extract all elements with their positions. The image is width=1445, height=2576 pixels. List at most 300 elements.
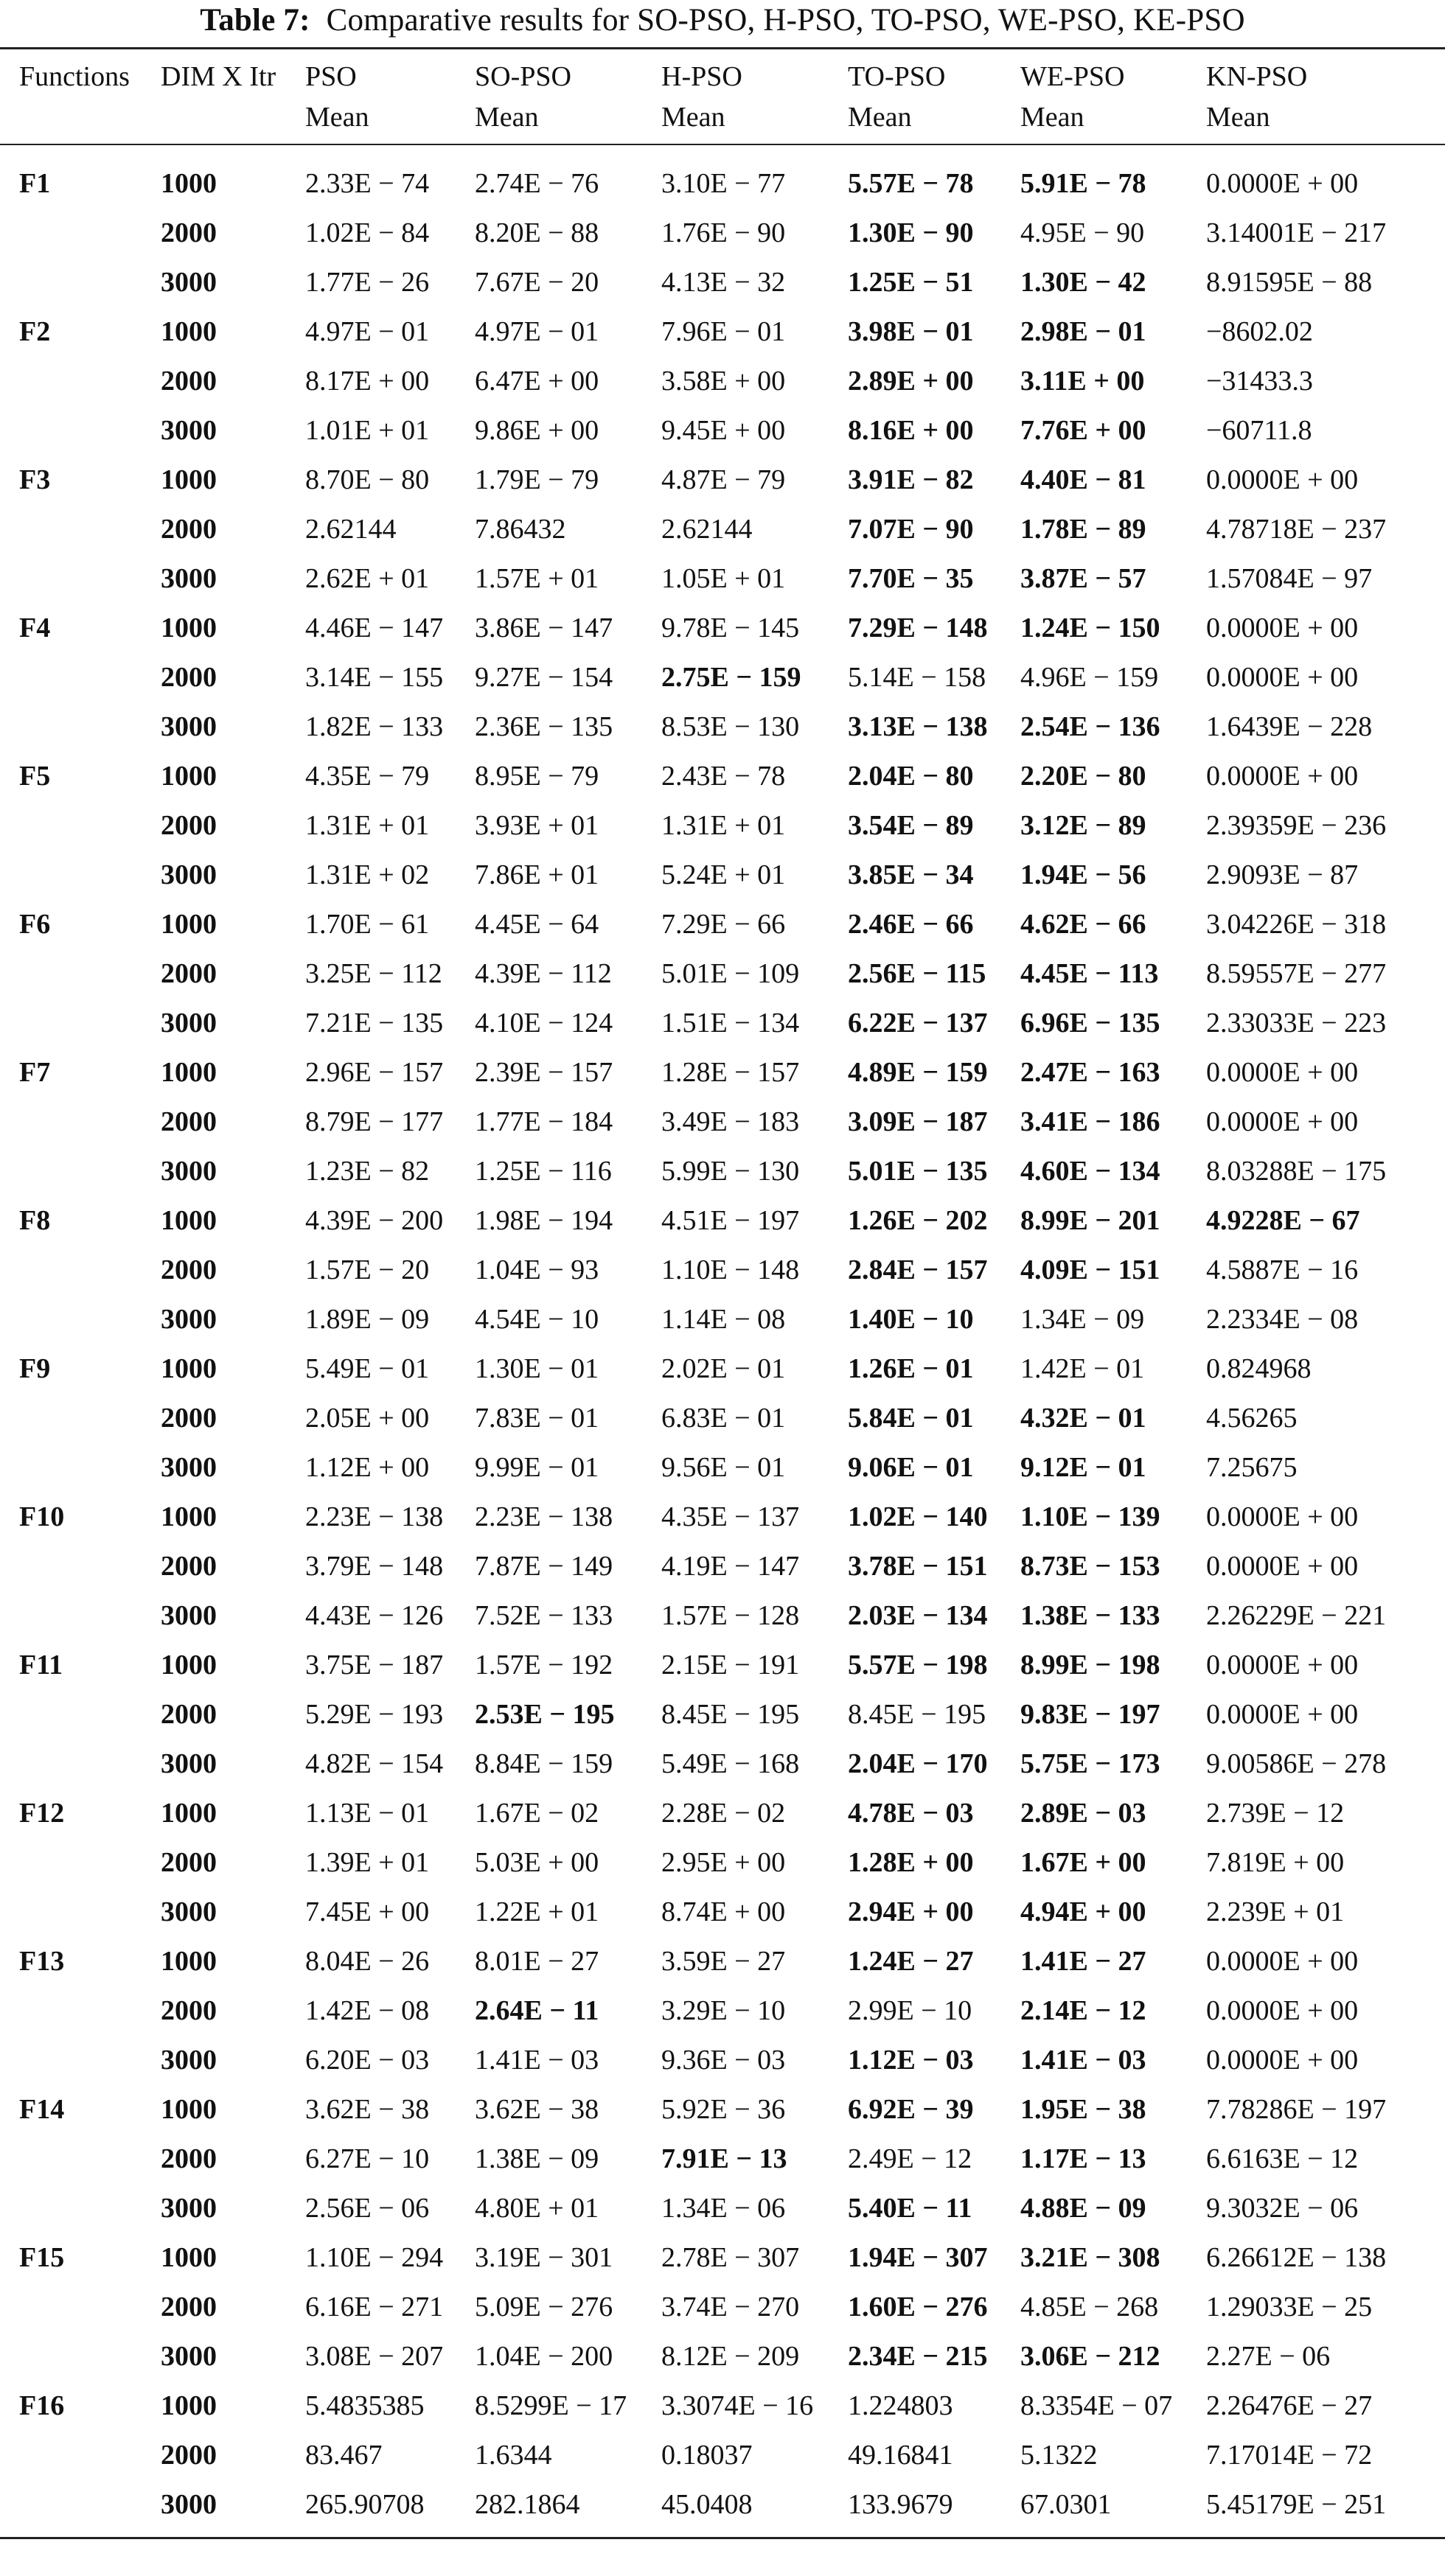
- h-pso-mean-cell: 2.28E − 02: [661, 1798, 786, 1829]
- kn-pso-mean-cell: 7.78286E − 197: [1206, 2094, 1387, 2125]
- h-pso-mean-cell: 45.0408: [661, 2489, 753, 2520]
- dim-cell: 3000: [161, 415, 217, 446]
- we-pso-mean-cell: 1.24E − 150: [1020, 612, 1160, 643]
- to-pso-mean-cell: 5.84E − 01: [848, 1403, 974, 1434]
- we-pso-mean-cell: 9.83E − 197: [1020, 1699, 1160, 1730]
- we-pso-mean-cell: 2.89E − 03: [1020, 1798, 1146, 1829]
- to-pso-mean-cell: 1.224803: [848, 2390, 953, 2421]
- we-pso-mean-cell: 3.06E − 212: [1020, 2341, 1160, 2372]
- pso-mean-cell: 1.01E + 01: [305, 415, 430, 446]
- kn-pso-mean-cell: 0.0000E + 00: [1206, 1106, 1359, 1137]
- to-pso-mean-cell: 1.26E − 01: [848, 1353, 974, 1384]
- dim-cell: 3000: [161, 1896, 217, 1927]
- dim-cell: 2000: [161, 2440, 217, 2471]
- to-pso-mean-cell: 3.91E − 82: [848, 464, 974, 495]
- dim-cell: 3000: [161, 267, 217, 298]
- to-pso-mean-cell: 49.16841: [848, 2440, 953, 2471]
- table-row: [0, 801, 1445, 851]
- header-kn-pso: KN-PSO Mean: [1206, 61, 1308, 133]
- dim-cell: 2000: [161, 2143, 217, 2174]
- function-cell: [19, 949, 161, 999]
- header-dim-itr: DIM X Itr: [161, 61, 276, 92]
- we-pso-mean-cell: 8.99E − 198: [1020, 1650, 1160, 1680]
- h-pso-mean-cell: 5.01E − 109: [661, 958, 800, 989]
- to-pso-mean-cell: 1.24E − 27: [848, 1946, 974, 1977]
- so-pso-mean-cell: 7.83E − 01: [475, 1403, 599, 1434]
- so-pso-mean-cell: 1.77E − 184: [475, 1106, 613, 1137]
- kn-pso-mean-cell: 0.0000E + 00: [1206, 1551, 1359, 1582]
- pso-mean-cell: 6.16E − 271: [305, 2291, 444, 2322]
- h-pso-mean-cell: 5.49E − 168: [661, 1748, 800, 1779]
- we-pso-mean-cell: 1.42E − 01: [1020, 1353, 1145, 1384]
- function-cell: F4: [19, 612, 51, 643]
- to-pso-mean-cell: 7.07E − 90: [848, 514, 974, 545]
- table-row: [0, 505, 1445, 554]
- we-pso-mean-cell: 4.95E − 90: [1020, 217, 1145, 248]
- dim-cell: 3000: [161, 1304, 217, 1335]
- so-pso-mean-cell: 1.22E + 01: [475, 1896, 599, 1927]
- table-row: [0, 1443, 1445, 1493]
- function-cell: [19, 2184, 161, 2233]
- h-pso-mean-cell: 9.56E − 01: [661, 1452, 786, 1483]
- function-cell: [19, 1986, 161, 2036]
- dim-cell: 2000: [161, 1403, 217, 1434]
- kn-pso-mean-cell: 2.26476E − 27: [1206, 2390, 1373, 2421]
- table-row: [0, 752, 1445, 801]
- so-pso-mean-cell: 5.03E + 00: [475, 1847, 599, 1878]
- table-row: [0, 307, 1445, 357]
- function-cell: [19, 1542, 161, 1591]
- we-pso-mean-cell: 4.09E − 151: [1020, 1254, 1160, 1285]
- we-pso-mean-cell: 1.95E − 38: [1020, 2094, 1146, 2125]
- pso-mean-cell: 8.17E + 00: [305, 366, 430, 397]
- table-row: [0, 1641, 1445, 1690]
- function-cell: F9: [19, 1353, 51, 1384]
- function-cell: [19, 1888, 161, 1937]
- dim-cell: 1000: [161, 1798, 217, 1829]
- table-row: [0, 258, 1445, 307]
- h-pso-mean-cell: 0.18037: [661, 2440, 753, 2471]
- table-caption: [0, 0, 1445, 41]
- pso-mean-cell: 4.82E − 154: [305, 1748, 444, 1779]
- table-row: [0, 2085, 1445, 2135]
- h-pso-mean-cell: 1.14E − 08: [661, 1304, 786, 1335]
- so-pso-mean-cell: 3.93E + 01: [475, 810, 599, 841]
- h-pso-mean-cell: 3.59E − 27: [661, 1946, 786, 1977]
- to-pso-mean-cell: 4.78E − 03: [848, 1798, 974, 1829]
- h-pso-mean-cell: 2.15E − 191: [661, 1650, 800, 1680]
- so-pso-mean-cell: 1.57E − 192: [475, 1650, 613, 1680]
- dim-cell: 1000: [161, 2094, 217, 2125]
- function-cell: [19, 2480, 161, 2530]
- so-pso-mean-cell: 7.52E − 133: [475, 1600, 613, 1631]
- pso-mean-cell: 4.35E − 79: [305, 761, 430, 792]
- so-pso-mean-cell: 7.67E − 20: [475, 267, 599, 298]
- pso-mean-cell: 1.89E − 09: [305, 1304, 430, 1335]
- we-pso-mean-cell: 8.3354E − 07: [1020, 2390, 1173, 2421]
- header-row: [0, 57, 1445, 144]
- dim-cell: 3000: [161, 2193, 217, 2224]
- kn-pso-mean-cell: 2.26229E − 221: [1206, 1600, 1387, 1631]
- we-pso-mean-cell: 4.96E − 159: [1020, 662, 1159, 693]
- dim-cell: 1000: [161, 1057, 217, 1088]
- we-pso-mean-cell: 5.75E − 173: [1020, 1748, 1160, 1779]
- table-row: [0, 1690, 1445, 1739]
- h-pso-mean-cell: 2.43E − 78: [661, 761, 786, 792]
- dim-cell: 2000: [161, 810, 217, 841]
- table-row: [0, 1097, 1445, 1147]
- to-pso-mean-cell: 4.89E − 159: [848, 1057, 988, 1088]
- table-row: [0, 2480, 1445, 2530]
- kn-pso-mean-cell: 8.91595E − 88: [1206, 267, 1373, 298]
- so-pso-mean-cell: 8.95E − 79: [475, 761, 599, 792]
- pso-mean-cell: 3.25E − 112: [305, 958, 442, 989]
- header-pso: PSO Mean: [305, 61, 369, 133]
- dim-cell: 3000: [161, 1748, 217, 1779]
- to-pso-mean-cell: 3.85E − 34: [848, 859, 974, 890]
- h-pso-mean-cell: 1.57E − 128: [661, 1600, 800, 1631]
- pso-mean-cell: 7.45E + 00: [305, 1896, 430, 1927]
- we-pso-mean-cell: 4.45E − 113: [1020, 958, 1159, 989]
- h-pso-mean-cell: 3.10E − 77: [661, 168, 786, 199]
- so-pso-mean-cell: 8.5299E − 17: [475, 2390, 627, 2421]
- dim-cell: 2000: [161, 1106, 217, 1137]
- so-pso-mean-cell: 2.23E − 138: [475, 1501, 613, 1532]
- to-pso-mean-cell: 1.02E − 140: [848, 1501, 988, 1532]
- dim-cell: 1000: [161, 761, 217, 792]
- function-cell: [19, 1739, 161, 1789]
- h-pso-mean-cell: 4.35E − 137: [661, 1501, 800, 1532]
- h-pso-mean-cell: 2.02E − 01: [661, 1353, 786, 1384]
- so-pso-mean-cell: 2.53E − 195: [475, 1699, 615, 1730]
- dim-cell: 2000: [161, 1551, 217, 1582]
- we-pso-mean-cell: 4.40E − 81: [1020, 464, 1146, 495]
- we-pso-mean-cell: 1.17E − 13: [1020, 2143, 1146, 2174]
- kn-pso-mean-cell: 7.25675: [1206, 1452, 1298, 1483]
- to-pso-mean-cell: 5.57E − 198: [848, 1650, 988, 1680]
- pso-mean-cell: 3.14E − 155: [305, 662, 444, 693]
- kn-pso-mean-cell: 8.03288E − 175: [1206, 1156, 1387, 1187]
- dim-cell: 1000: [161, 1501, 217, 1532]
- to-pso-mean-cell: 2.46E − 66: [848, 909, 974, 940]
- kn-pso-mean-cell: 2.39359E − 236: [1206, 810, 1387, 841]
- dim-cell: 1000: [161, 1650, 217, 1680]
- kn-pso-mean-cell: 0.0000E + 00: [1206, 761, 1359, 792]
- h-pso-mean-cell: 2.78E − 307: [661, 2242, 800, 2273]
- h-pso-mean-cell: 3.58E + 00: [661, 366, 786, 397]
- kn-pso-mean-cell: 0.0000E + 00: [1206, 1946, 1359, 1977]
- table-row: [0, 2283, 1445, 2332]
- dim-cell: 3000: [161, 2341, 217, 2372]
- function-cell: [19, 1838, 161, 1888]
- h-pso-mean-cell: 8.12E − 209: [661, 2341, 800, 2372]
- pso-mean-cell: 3.75E − 187: [305, 1650, 444, 1680]
- pso-mean-cell: 1.42E − 08: [305, 1995, 430, 2026]
- h-pso-mean-cell: 1.10E − 148: [661, 1254, 800, 1285]
- h-pso-mean-cell: 7.91E − 13: [661, 2143, 787, 2174]
- so-pso-mean-cell: 2.39E − 157: [475, 1057, 613, 1088]
- to-pso-mean-cell: 3.54E − 89: [848, 810, 974, 841]
- function-cell: [19, 851, 161, 900]
- kn-pso-mean-cell: 0.0000E + 00: [1206, 1501, 1359, 1532]
- h-pso-mean-cell: 4.19E − 147: [661, 1551, 800, 1582]
- dim-cell: 2000: [161, 514, 217, 545]
- h-pso-mean-cell: 8.53E − 130: [661, 711, 800, 742]
- so-pso-mean-cell: 7.87E − 149: [475, 1551, 613, 1582]
- function-cell: [19, 653, 161, 702]
- function-cell: F5: [19, 761, 51, 792]
- so-pso-mean-cell: 1.04E − 93: [475, 1254, 599, 1285]
- so-pso-mean-cell: 2.64E − 11: [475, 1995, 599, 2026]
- so-pso-mean-cell: 6.47E + 00: [475, 366, 599, 397]
- function-cell: [19, 1097, 161, 1147]
- h-pso-mean-cell: 3.3074E − 16: [661, 2390, 814, 2421]
- so-pso-mean-cell: 1.30E − 01: [475, 1353, 599, 1384]
- h-pso-mean-cell: 9.78E − 145: [661, 612, 800, 643]
- we-pso-mean-cell: 3.21E − 308: [1020, 2242, 1160, 2273]
- table-row: [0, 604, 1445, 653]
- table-row: [0, 357, 1445, 406]
- table-row: [0, 949, 1445, 999]
- function-cell: F8: [19, 1205, 51, 1236]
- we-pso-mean-cell: 1.30E − 42: [1020, 267, 1146, 298]
- function-cell: [19, 1147, 161, 1196]
- pso-mean-cell: 1.13E − 01: [305, 1798, 430, 1829]
- h-pso-mean-cell: 6.83E − 01: [661, 1403, 786, 1434]
- to-pso-mean-cell: 1.28E + 00: [848, 1847, 974, 1878]
- kn-pso-mean-cell: 0.0000E + 00: [1206, 662, 1359, 693]
- to-pso-mean-cell: 2.56E − 115: [848, 958, 986, 989]
- kn-pso-mean-cell: 4.5887E − 16: [1206, 1254, 1359, 1285]
- to-pso-mean-cell: 2.94E + 00: [848, 1896, 974, 1927]
- kn-pso-mean-cell: 9.3032E − 06: [1206, 2193, 1359, 2224]
- function-cell: [19, 1443, 161, 1493]
- dim-cell: 1000: [161, 464, 217, 495]
- dim-cell: 2000: [161, 662, 217, 693]
- so-pso-mean-cell: 282.1864: [475, 2489, 580, 2520]
- table-row: [0, 2332, 1445, 2381]
- we-pso-mean-cell: 4.94E + 00: [1020, 1896, 1146, 1927]
- h-pso-mean-cell: 4.87E − 79: [661, 464, 786, 495]
- kn-pso-mean-cell: 0.0000E + 00: [1206, 2045, 1359, 2076]
- function-cell: F13: [19, 1946, 65, 1977]
- kn-pso-mean-cell: 2.2334E − 08: [1206, 1304, 1359, 1335]
- dim-cell: 1000: [161, 2242, 217, 2273]
- kn-pso-mean-cell: 7.819E + 00: [1206, 1847, 1345, 1878]
- function-cell: F7: [19, 1057, 51, 1088]
- table-row: [0, 1888, 1445, 1937]
- table-row: [0, 2431, 1445, 2480]
- pso-mean-cell: 1.57E − 20: [305, 1254, 430, 1285]
- pso-mean-cell: 2.05E + 00: [305, 1403, 430, 1434]
- dim-cell: 2000: [161, 1995, 217, 2026]
- so-pso-mean-cell: 2.36E − 135: [475, 711, 613, 742]
- function-cell: [19, 406, 161, 455]
- table-row: [0, 455, 1445, 505]
- kn-pso-mean-cell: 1.6439E − 228: [1206, 711, 1373, 742]
- h-pso-mean-cell: 4.51E − 197: [661, 1205, 800, 1236]
- h-pso-mean-cell: 5.24E + 01: [661, 859, 786, 890]
- function-cell: [19, 702, 161, 752]
- we-pso-mean-cell: 3.12E − 89: [1020, 810, 1146, 841]
- header-we-pso: WE-PSO Mean: [1020, 61, 1125, 133]
- to-pso-mean-cell: 3.78E − 151: [848, 1551, 988, 1582]
- function-cell: F10: [19, 1501, 65, 1532]
- kn-pso-mean-cell: 1.57084E − 97: [1206, 563, 1373, 594]
- function-cell: [19, 1690, 161, 1739]
- pso-mean-cell: 2.62144: [305, 514, 397, 545]
- kn-pso-mean-cell: 3.04226E − 318: [1206, 909, 1387, 940]
- pso-mean-cell: 2.62E + 01: [305, 563, 430, 594]
- table-row: [0, 1147, 1445, 1196]
- dim-cell: 3000: [161, 2489, 217, 2520]
- function-cell: F3: [19, 464, 51, 495]
- kn-pso-mean-cell: 6.26612E − 138: [1206, 2242, 1387, 2273]
- to-pso-mean-cell: 6.22E − 137: [848, 1008, 988, 1039]
- h-pso-mean-cell: 9.45E + 00: [661, 415, 786, 446]
- kn-pso-mean-cell: −60711.8: [1206, 415, 1312, 446]
- dim-cell: 1000: [161, 909, 217, 940]
- h-pso-mean-cell: 3.49E − 183: [661, 1106, 800, 1137]
- to-pso-mean-cell: 1.12E − 03: [848, 2045, 974, 2076]
- to-pso-mean-cell: 5.57E − 78: [848, 168, 974, 199]
- so-pso-mean-cell: 1.25E − 116: [475, 1156, 612, 1187]
- pso-mean-cell: 1.23E − 82: [305, 1156, 430, 1187]
- so-pso-mean-cell: 4.39E − 112: [475, 958, 612, 989]
- we-pso-mean-cell: 2.14E − 12: [1020, 1995, 1146, 2026]
- pso-mean-cell: 2.23E − 138: [305, 1501, 444, 1532]
- function-cell: [19, 1295, 161, 1344]
- kn-pso-mean-cell: 0.0000E + 00: [1206, 168, 1359, 199]
- so-pso-mean-cell: 1.41E − 03: [475, 2045, 599, 2076]
- kn-pso-mean-cell: 2.9093E − 87: [1206, 859, 1359, 890]
- dim-cell: 1000: [161, 612, 217, 643]
- we-pso-mean-cell: 67.0301: [1020, 2489, 1112, 2520]
- header-functions: Functions: [19, 61, 130, 92]
- pso-mean-cell: 4.46E − 147: [305, 612, 444, 643]
- table-row: [0, 1986, 1445, 2036]
- function-cell: [19, 2135, 161, 2184]
- function-cell: F14: [19, 2094, 65, 2125]
- to-pso-mean-cell: 1.40E − 10: [848, 1304, 974, 1335]
- h-pso-mean-cell: 5.99E − 130: [661, 1156, 800, 1187]
- pso-mean-cell: 2.56E − 06: [305, 2193, 430, 2224]
- header-h-pso: H-PSO Mean: [661, 61, 742, 133]
- results-table: [0, 57, 1445, 2530]
- pso-mean-cell: 8.79E − 177: [305, 1106, 444, 1137]
- to-pso-mean-cell: 6.92E − 39: [848, 2094, 974, 2125]
- h-pso-mean-cell: 2.75E − 159: [661, 662, 801, 693]
- h-pso-mean-cell: 1.51E − 134: [661, 1008, 800, 1039]
- function-cell: F11: [19, 1650, 63, 1680]
- so-pso-mean-cell: 8.20E − 88: [475, 217, 599, 248]
- to-pso-mean-cell: 2.34E − 215: [848, 2341, 988, 2372]
- dim-cell: 3000: [161, 711, 217, 742]
- we-pso-mean-cell: 4.85E − 268: [1020, 2291, 1159, 2322]
- table-row: [0, 1838, 1445, 1888]
- so-pso-mean-cell: 9.99E − 01: [475, 1452, 599, 1483]
- function-cell: [19, 999, 161, 1048]
- function-cell: [19, 2431, 161, 2480]
- we-pso-mean-cell: 1.10E − 139: [1020, 1501, 1160, 1532]
- dim-cell: 1000: [161, 316, 217, 347]
- to-pso-mean-cell: 3.98E − 01: [848, 316, 974, 347]
- table-row: [0, 1246, 1445, 1295]
- to-pso-mean-cell: 2.04E − 170: [848, 1748, 988, 1779]
- table-bottom-rule: [0, 2537, 1445, 2539]
- we-pso-mean-cell: 2.20E − 80: [1020, 761, 1146, 792]
- so-pso-mean-cell: 3.86E − 147: [475, 612, 613, 643]
- pso-mean-cell: 6.20E − 03: [305, 2045, 430, 2076]
- h-pso-mean-cell: 5.92E − 36: [661, 2094, 786, 2125]
- we-pso-mean-cell: 8.73E − 153: [1020, 1551, 1160, 1582]
- table-row: [0, 1937, 1445, 1986]
- so-pso-mean-cell: 1.57E + 01: [475, 563, 599, 594]
- we-pso-mean-cell: 7.76E + 00: [1020, 415, 1146, 446]
- kn-pso-mean-cell: 3.14001E − 217: [1206, 217, 1387, 248]
- table-row: [0, 1344, 1445, 1394]
- kn-pso-mean-cell: 0.0000E + 00: [1206, 1057, 1359, 1088]
- pso-mean-cell: 1.10E − 294: [305, 2242, 444, 2273]
- table-row: [0, 1739, 1445, 1789]
- kn-pso-mean-cell: 5.45179E − 251: [1206, 2489, 1387, 2520]
- kn-pso-mean-cell: 0.0000E + 00: [1206, 1699, 1359, 1730]
- kn-pso-mean-cell: 0.0000E + 00: [1206, 1995, 1359, 2026]
- dim-cell: 3000: [161, 563, 217, 594]
- to-pso-mean-cell: 5.01E − 135: [848, 1156, 988, 1187]
- so-pso-mean-cell: 8.84E − 159: [475, 1748, 613, 1779]
- function-cell: [19, 209, 161, 258]
- so-pso-mean-cell: 1.38E − 09: [475, 2143, 599, 2174]
- pso-mean-cell: 3.79E − 148: [305, 1551, 444, 1582]
- dim-cell: 2000: [161, 2291, 217, 2322]
- we-pso-mean-cell: 4.88E − 09: [1020, 2193, 1146, 2224]
- table-row: [0, 159, 1445, 209]
- h-pso-mean-cell: 2.62144: [661, 514, 753, 545]
- table-row: [0, 2184, 1445, 2233]
- dim-cell: 1000: [161, 168, 217, 199]
- table-row: [0, 2135, 1445, 2184]
- we-pso-mean-cell: 1.34E − 09: [1020, 1304, 1145, 1335]
- h-pso-mean-cell: 7.29E − 66: [661, 909, 786, 940]
- function-cell: F15: [19, 2242, 65, 2273]
- to-pso-mean-cell: 8.45E − 195: [848, 1699, 986, 1730]
- pso-mean-cell: 83.467: [305, 2440, 383, 2471]
- we-pso-mean-cell: 3.41E − 186: [1020, 1106, 1160, 1137]
- dim-cell: 1000: [161, 1353, 217, 1384]
- function-cell: [19, 505, 161, 554]
- h-pso-mean-cell: 1.76E − 90: [661, 217, 786, 248]
- h-pso-mean-cell: 1.34E − 06: [661, 2193, 786, 2224]
- header-so-pso: SO-PSO Mean: [475, 61, 571, 133]
- so-pso-mean-cell: 7.86432: [475, 514, 566, 545]
- kn-pso-mean-cell: 0.0000E + 00: [1206, 612, 1359, 643]
- function-cell: [19, 2036, 161, 2085]
- h-pso-mean-cell: 3.74E − 270: [661, 2291, 800, 2322]
- we-pso-mean-cell: 2.98E − 01: [1020, 316, 1146, 347]
- h-pso-mean-cell: 7.96E − 01: [661, 316, 786, 347]
- function-cell: [19, 258, 161, 307]
- to-pso-mean-cell: 2.84E − 157: [848, 1254, 988, 1285]
- we-pso-mean-cell: 4.60E − 134: [1020, 1156, 1160, 1187]
- table-row: [0, 702, 1445, 752]
- dim-cell: 3000: [161, 1600, 217, 1631]
- h-pso-mean-cell: 3.29E − 10: [661, 1995, 786, 2026]
- header-to-pso: TO-PSO Mean: [848, 61, 946, 133]
- table-row: [0, 2381, 1445, 2431]
- to-pso-mean-cell: 1.94E − 307: [848, 2242, 988, 2273]
- function-cell: F16: [19, 2390, 65, 2421]
